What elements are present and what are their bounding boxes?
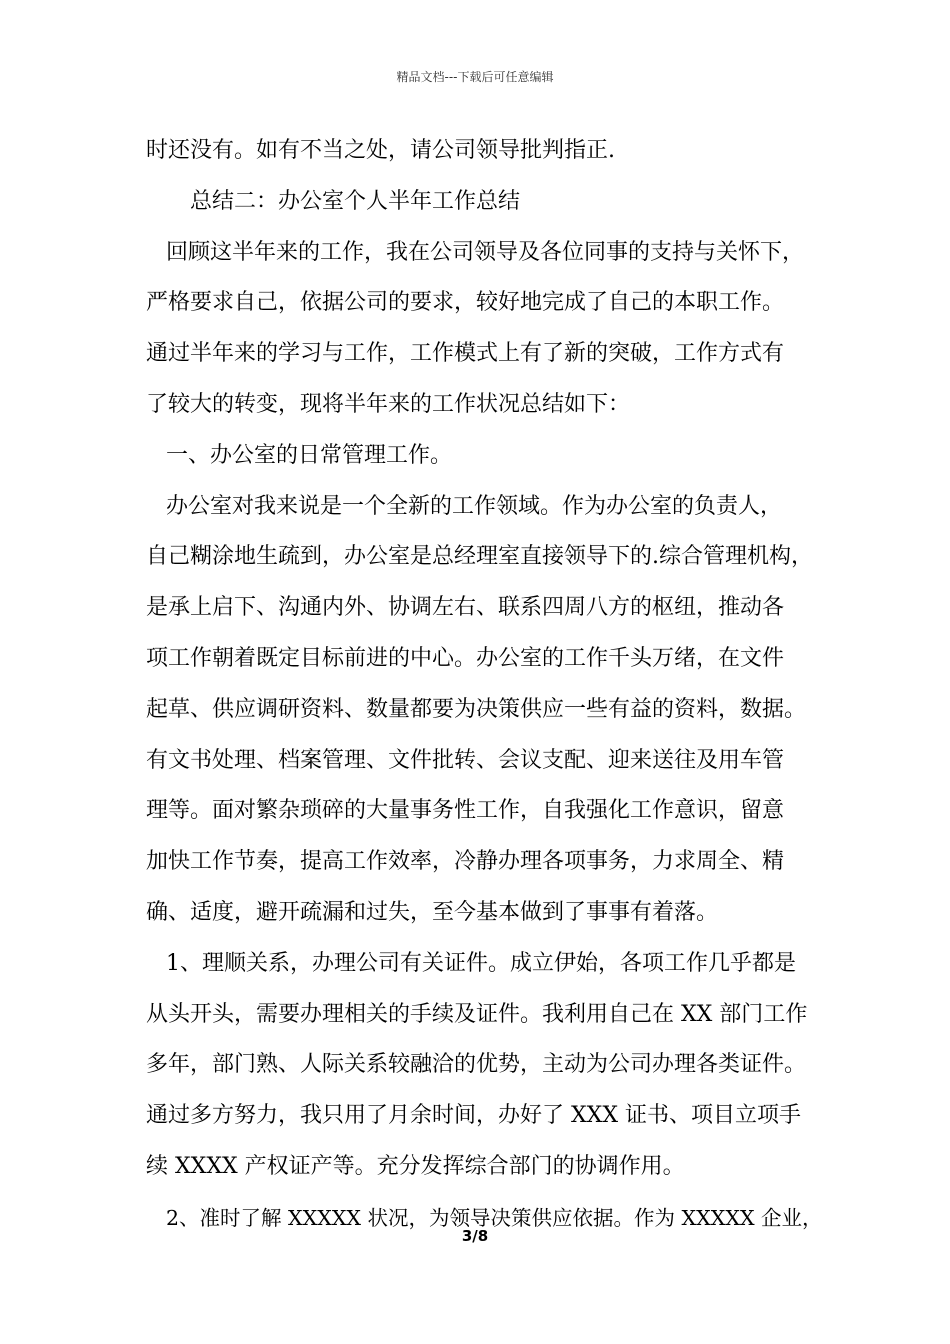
document-body — [146, 126, 836, 1244]
text-line: 项工作朝着既定目标前进的中心。办公室的工作千头万绪，在文件 — [146, 645, 785, 671]
text-line: 总结二：办公室个人半年工作总结 — [190, 188, 521, 214]
text-line: 回顾这半年来的工作，我在公司领导及各位同事的支持与关怀下， — [166, 239, 805, 265]
page-current: 3 — [461, 1227, 473, 1245]
text-line: 办公室对我来说是一个全新的工作领域。作为办公室的负责人， — [166, 493, 783, 519]
text-line: 了较大的转变，现将半年来的工作状况总结如下： — [146, 391, 631, 417]
text-line: 2、准时了解 XXXXX 状况，为领导决策供应依据。作为 XXXXX 企业， — [166, 1205, 823, 1230]
text-line: 是承上启下、沟通内外、协调左右、联系四周八方的枢纽，推动各 — [146, 595, 785, 621]
text-line: 从头开头，需要办理相关的手续及证件。我利用自己在 XX 部门工作 — [146, 1001, 808, 1027]
text-line: 时还没有。如有不当之处，请公司领导批判指正. — [146, 138, 615, 163]
text-line: 通过半年来的学习与工作，工作模式上有了新的突破，工作方式有 — [146, 341, 785, 367]
text-line: 有文书处理、档案管理、文件批转、会议支配、迎来送往及用车管 — [146, 747, 785, 773]
text-line: 多年，部门熟、人际关系较融洽的优势，主动为公司办理各类证件。 — [146, 1052, 807, 1078]
page-total: 8 — [477, 1227, 489, 1245]
text-line: 1、理顺关系，办理公司有关证件。成立伊始，各项工作几乎都是 — [166, 950, 796, 976]
page-number — [0, 1226, 950, 1246]
text-line: 自己糊涂地生疏到，办公室是总经理室直接领导下的.综合管理机构， — [146, 544, 813, 570]
text-line: 起草、供应调研资料、数量都要为决策供应一些有益的资料，数据。 — [146, 696, 807, 722]
text-line: 加快工作节奏，提高工作效率，冷静办理各项事务，力求周全、精 — [146, 849, 785, 875]
text-line: 严格要求自己，依据公司的要求，较好地完成了自己的本职工作。 — [146, 290, 785, 316]
page-separator: / — [472, 1227, 478, 1245]
text-line: 通过多方努力，我只用了月余时间，办好了 XXX 证书、项目立项手 — [146, 1103, 801, 1129]
text-line: 确、适度，避开疏漏和过失，至今基本做到了事事有着落。 — [146, 899, 719, 925]
page-header: 精品文档---下载后可任意编辑 — [396, 70, 554, 84]
text-line: 一、办公室的日常管理工作。 — [166, 442, 453, 468]
text-line: 续 XXXX 产权证产等。充分发挥综合部门的协调作用。 — [146, 1153, 685, 1179]
text-line: 理等。面对繁杂琐碎的大量事务性工作，自我强化工作意识，留意 — [146, 798, 785, 824]
